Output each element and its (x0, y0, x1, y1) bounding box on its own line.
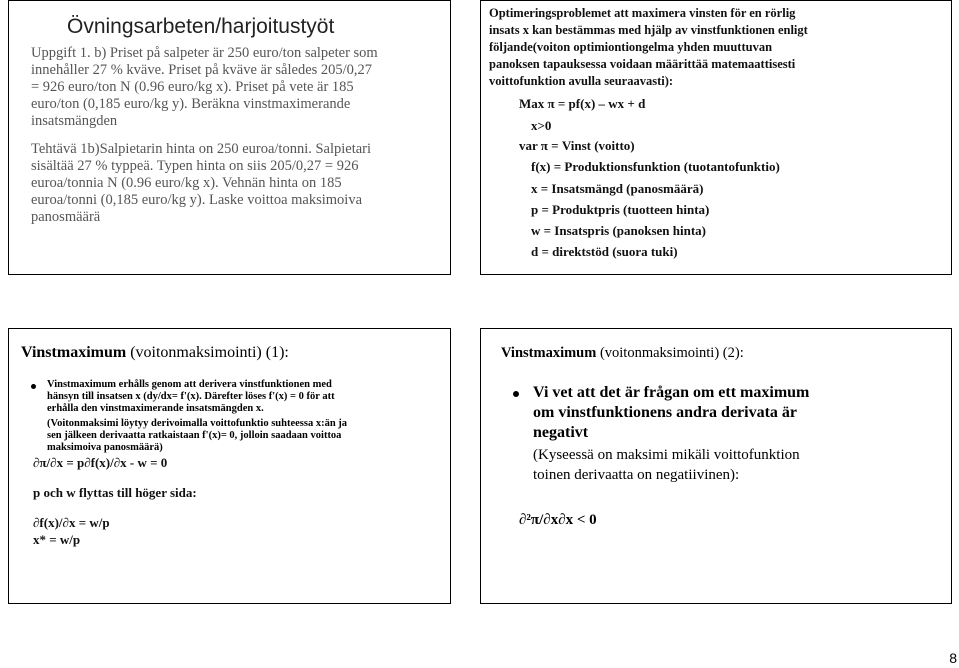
text-line: insats x kan bestämmas med hjälp av vinstfunktionen enligt (489, 23, 808, 37)
equation-first-order: ∂π/∂x = p∂f(x)/∂x - w = 0 (33, 455, 168, 470)
bullet-dot (513, 391, 519, 397)
title-bold: Vinstmaximum (501, 345, 597, 361)
formula-constraint: x>0 (531, 118, 552, 133)
definition-line: f(x) = Produktionsfunktion (tuotantofunktio) (531, 159, 780, 174)
text-line: euroa/tonni (0,185 euro/kg y). Laske voittoa maksimoiva (31, 192, 363, 208)
text-line: = 926 euro/ton N (0.96 euro/kg x). Priset på vete är 185 (31, 79, 354, 95)
page-number: 8 (949, 650, 957, 666)
equation-note: p och w flyttas till höger sida: (33, 485, 197, 500)
text-line: (Kyseessä on maksimi mikäli voittofunktion (533, 447, 800, 463)
equation-second-order: ∂²π/∂x∂x < 0 (519, 512, 597, 528)
text-line: euroa/tonnia N (0.96 euro/kg x). Vehnän hinta on 185 (31, 175, 342, 191)
text-line: sen jälkeen derivaatta ratkaistaan f'(x)= 0, jolloin saadaan voittoa (47, 430, 342, 441)
text-line: Vi vet att det är frågan om ett maximum (533, 384, 810, 401)
text-line: Optimeringsproblemet att maximera vinsten för en rörlig (489, 6, 796, 20)
equation-optimum: x* = w/p (33, 532, 81, 547)
bullet-text (533, 383, 933, 443)
text-line: erhålla den vinstmaximerande insatsmängden x. (47, 403, 264, 414)
bullet-dot (31, 384, 36, 389)
text-line: panosmäärä (31, 209, 101, 225)
title-rest: (voitonmaksimointi) (1): (126, 344, 289, 361)
text-line: innehåller 27 % kväve. Priset på kväve är således 205/0,27 (31, 62, 373, 78)
definition-line: d = direktstöd (suora tuki) (531, 244, 678, 259)
definition-line: p = Produktpris (tuotteen hinta) (531, 202, 710, 217)
slide-title (21, 344, 289, 362)
text-line: om vinstfunktionens andra derivata är (533, 404, 798, 421)
title-bold: Vinstmaximum (21, 344, 127, 361)
bullet-text (47, 379, 447, 454)
text-line: insatsmängden (31, 113, 118, 129)
definition-line: var π = Vinst (voitto) (519, 138, 635, 153)
text-line: Vinstmaximum erhålls genom att derivera vinstfunktionen med (47, 379, 332, 390)
formula-max-profit: Max π = pf(x) – wx + d (519, 96, 646, 111)
text-line: (Voitonmaksimi löytyy derivoimalla voittofunktio suhteessa x:än ja (47, 418, 348, 429)
title-rest: (voitonmaksimointi) (2): (596, 345, 744, 361)
intro-paragraph (489, 5, 951, 90)
text-line: följande(voiton optimiontiongelma yhden muuttuvan (489, 40, 773, 54)
text-line: panoksen tapauksessa voidaan määrittää matemaattisesti (489, 57, 796, 71)
definition-line: x = Insatsmängd (panosmäärä) (531, 181, 704, 196)
text-line: maksimoiva panosmäärä) (47, 442, 163, 453)
text-line: Tehtävä 1b)Salpietarin hinta on 250 euroa/tonni. Salpietari (31, 141, 372, 157)
sub-text (533, 445, 943, 485)
slide-title (501, 345, 744, 362)
definition-line: w = Insatspris (panoksen hinta) (531, 223, 707, 238)
text-line: toinen derivaatta on negatiivinen): (533, 467, 740, 483)
paragraph-swedish (31, 45, 451, 130)
text-line: euro/ton (0,185 euro/kg y). Beräkna vinstmaximerande (31, 96, 351, 112)
equation-marginal: ∂f(x)/∂x = w/p (33, 515, 110, 530)
text-line: hänsyn till insatsen x (dy/dx= f'(x). Därefter löses f'(x) = 0 för att (47, 391, 335, 402)
text-line: Uppgift 1. b) Priset på salpeter är 250 euro/ton salpeter som (31, 45, 378, 61)
slide-profit-max-2 (480, 328, 952, 604)
slide-optimization (480, 0, 952, 275)
slide-exercise (8, 0, 451, 275)
slide-title: Övningsarbeten/harjoitustyöt (67, 15, 335, 38)
slide-profit-max-1 (8, 328, 451, 604)
paragraph-finnish (31, 141, 451, 226)
text-line: voittofunktion avulla seuraavasti): (489, 74, 674, 88)
text-line: negativt (533, 424, 589, 441)
text-line: sisältää 27 % typpeä. Typen hinta on siis 205/0,27 = 926 (31, 158, 359, 174)
